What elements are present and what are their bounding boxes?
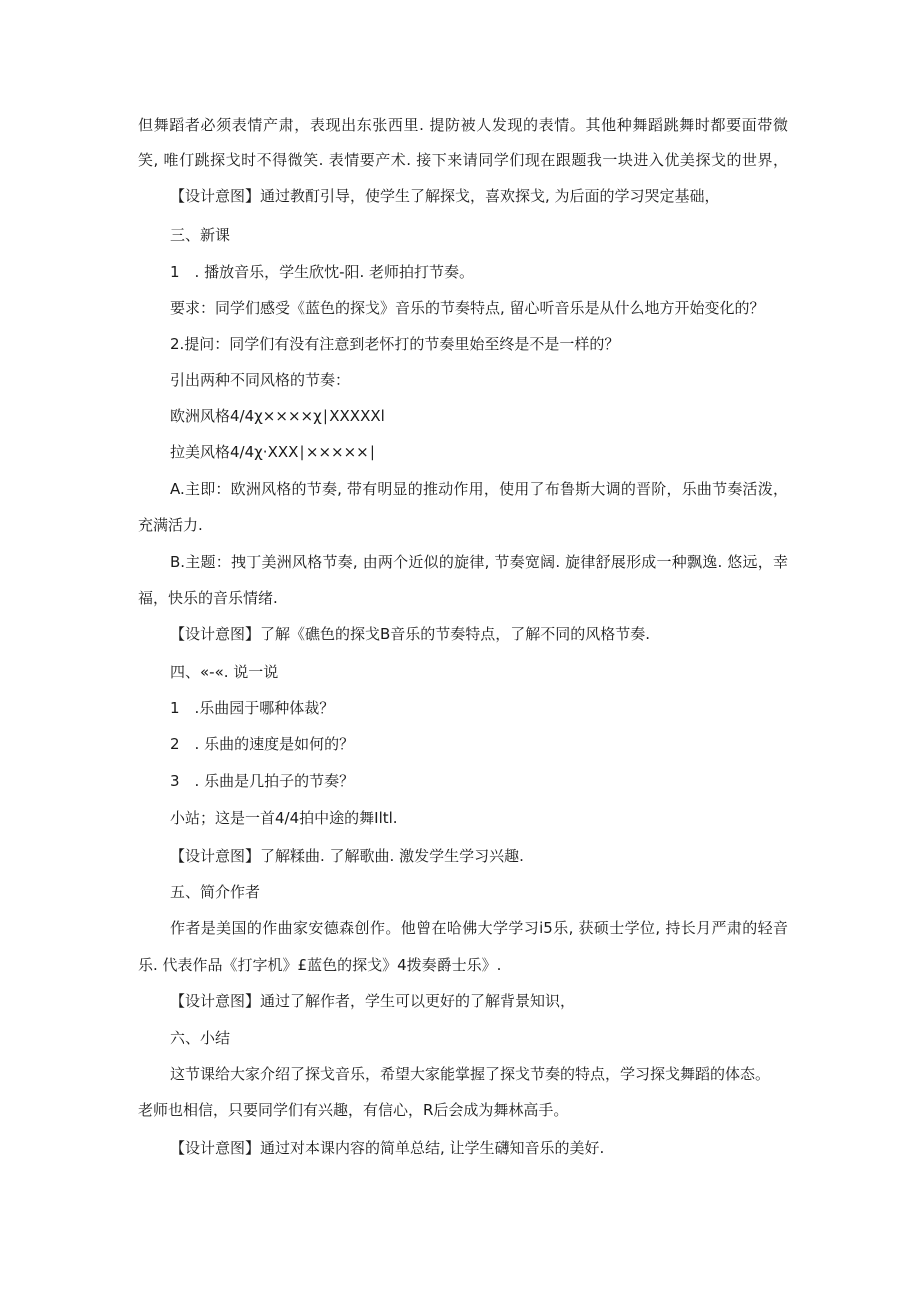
paragraph-line: 福，快乐的音乐情绪. (138, 589, 278, 607)
rhythm-line-european: 欧洲风格4/4χ××××χ∣XXXXXl (170, 407, 385, 425)
paragraph-line: 小站；这是一首4/4拍中途的舞Iltl. (170, 809, 398, 827)
paragraph-line: 充满活力. (138, 516, 203, 534)
design-intent-paragraph: 【设计意图】通过教酊引导，使学生了解探戈，喜欢探戈, 为后面的学习哭定基础， (170, 187, 720, 205)
section-heading: 六、小结 (170, 1029, 231, 1047)
paragraph-line: A.主即：欧洲风格的节奏, 带有明显的推动作用，使用了布鲁斯大调的晋阶，乐曲节奏活泼， (170, 480, 788, 498)
list-item: 2 . 乐曲的速度是如何的？ (170, 735, 355, 753)
section-heading: 四、«-«. 说一说 (170, 663, 279, 681)
paragraph-line: 这节课给大家介绍了探戈音乐，希望大家能掌握了探戈节奏的特点，学习探戈舞蹈的体态。 (170, 1065, 771, 1083)
paragraph-line: B.主题：拽丁美洲风格节奏, 由两个近似的旋律, 节奏宽阔. 旋律舒展形成一种飘逸. 悠远，幸 (170, 553, 788, 571)
design-intent-paragraph: 【设计意图】了解糅曲. 了解歌曲. 激发学生学习兴趣. (170, 847, 524, 865)
design-intent-paragraph: 【设计意图】通过了解作者，学生可以更好的了解背景知识， (170, 992, 576, 1010)
rhythm-line-latin: 拉美风格4/4χ·XXX∣×××××∣ (170, 443, 377, 461)
paragraph-line: 作者是美国的作曲家安德森创作。他曾在哈佛大学学习i5乐, 获硕士学位, 持长月严肃的轻音 (170, 919, 788, 937)
paragraph-line: 引出两种不同风格的节奏： (170, 371, 351, 389)
list-item: 3 . 乐曲是几拍子的节奏？ (170, 772, 355, 790)
paragraph-line: 2.提问：同学们有没有注意到老怀打的节奏里始至终是不是一样的？ (170, 335, 620, 353)
paragraph-line: 老师也相信，只要同学们有兴趣，有信心，R后会成为舞林高手。 (138, 1101, 569, 1119)
design-intent-paragraph: 【设计意图】通过对本课内容的简单总结, 让学生礴知音乐的美好. (170, 1139, 605, 1157)
section-heading: 三、新课 (170, 226, 231, 244)
list-item: 1 .乐曲园于哪种体裁？ (170, 699, 335, 717)
list-item: 1 . 播放音乐，学生欣忱-阳. 老师拍打节奏。 (170, 263, 475, 281)
paragraph-line: 但舞蹈者必须表情产肃，表现出东张西里. 提防被人发现的表情。其他种舞蹈跳舞时都要面带微 (138, 116, 788, 134)
paragraph-line: 要求：同学们感受《蓝色的探戈》音乐的节奏特点, 留心听音乐是从什么地方开始变化的？ (170, 299, 765, 317)
paragraph-line: 乐. 代表作品《打字机》£蓝色的探戈》4拨奏爵士乐》. (138, 956, 502, 974)
paragraph-line: 笑, 唯仃跳探戈时不得微笑. 表情要产术. 接下来请同学们现在跟题我一块进入优美探戈的世界， (138, 151, 788, 169)
design-intent-paragraph: 【设计意图】了解《礁色的探戈B音乐的节奏特点，了解不同的风格节奏. (170, 625, 651, 643)
section-heading: 五、简介作者 (170, 883, 261, 901)
